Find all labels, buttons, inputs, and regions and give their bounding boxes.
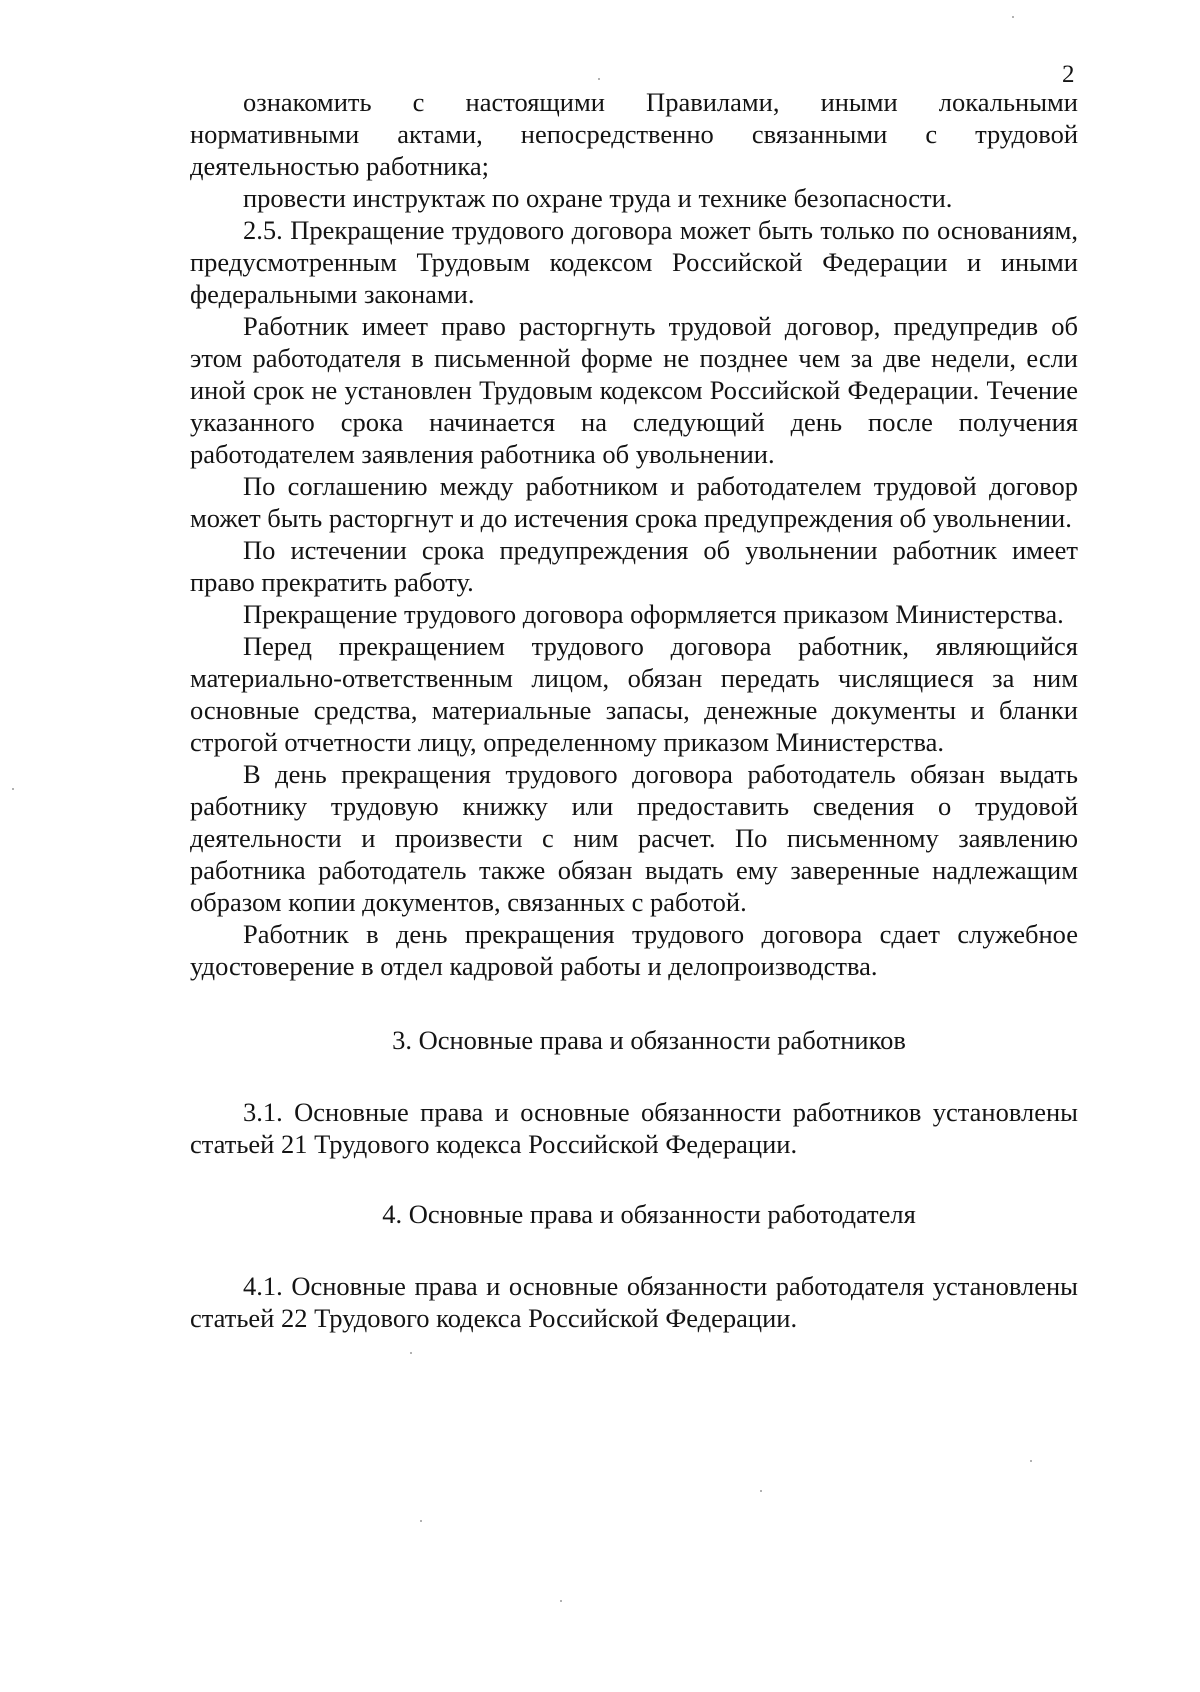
section-3-heading: 3. Основные права и обязанности работников [392,1025,906,1055]
paragraph-termination-day: В день прекращения трудового договора работодатель обязан выдать работнику трудовую книжку или предоставить сведения о трудовой деятельности и произвести с ним расчет. По письменному заявлению работника работодатель также обязан выдать ему заверенные надлежащим образом копии документов, связанных с работой. [190,759,1078,917]
scan-speck [1012,16,1014,18]
paragraph-2-5: 2.5. Прекращение трудового договора может быть только по основаниям, предусмотренным Трудовым кодексом Российской Федерации и иными федеральными законами. [190,215,1078,309]
section-4-heading: 4. Основные права и обязанности работодателя [382,1199,916,1229]
paragraph-id-card: Работник в день прекращения трудового договора сдает служебное удостоверение в отдел кадровой работы и делопроизводства. [190,919,1078,981]
section-4-text: 4.1. Основные права и основные обязанности работодателя установлены статьей 22 Трудового кодекса Российской Федерации. [190,1271,1078,1333]
scan-speck [1030,1460,1032,1462]
scan-speck [410,1352,412,1354]
document-body [190,86,1078,1334]
scan-speck [420,1520,422,1522]
scan-speck [560,1600,562,1602]
page-number: 2 [1062,61,1075,88]
section-3-text: 3.1. Основные права и основные обязанности работников установлены статьей 21 Трудового кодекса Российской Федерации. [190,1097,1078,1159]
scan-speck [598,78,600,80]
paragraph-employee-resign: Работник имеет право расторгнуть трудовой договор, предупредив об этом работодателя в письменной форме не позднее чем за две недели, если иной срок не установлен Трудовым кодексом Российской Федерации. Течение указанного срока начинается на следующий день после получения работодателем заявления работника об увольнении. [190,311,1078,469]
paragraph-stop-work: По истечении срока предупреждения об увольнении работник имеет право прекратить работу. [190,535,1078,597]
paragraph-agreement: По соглашению между работником и работодателем трудовой договор может быть расторгнут и до истечения срока предупреждения об увольнении. [190,471,1078,533]
scan-speck [12,788,14,790]
paragraph-material-responsibility: Перед прекращением трудового договора работник, являющийся материально-ответственным лицом, обязан передать числящиеся за ним основные средства, материальные запасы, денежные документы и бланки строгой отчетности лицу, определенному приказом Министерства. [190,631,1078,757]
paragraph-instruction: провести инструктаж по охране труда и технике безопасности. [243,183,953,213]
paragraph-order: Прекращение трудового договора оформляется приказом Министерства. [243,599,1064,629]
scan-speck [760,1490,762,1492]
paragraph-acquaint: ознакомить с настоящими Правилами, иными локальными нормативными актами, непосредственно связанными с трудовой деятельностью работника; [190,87,1078,181]
